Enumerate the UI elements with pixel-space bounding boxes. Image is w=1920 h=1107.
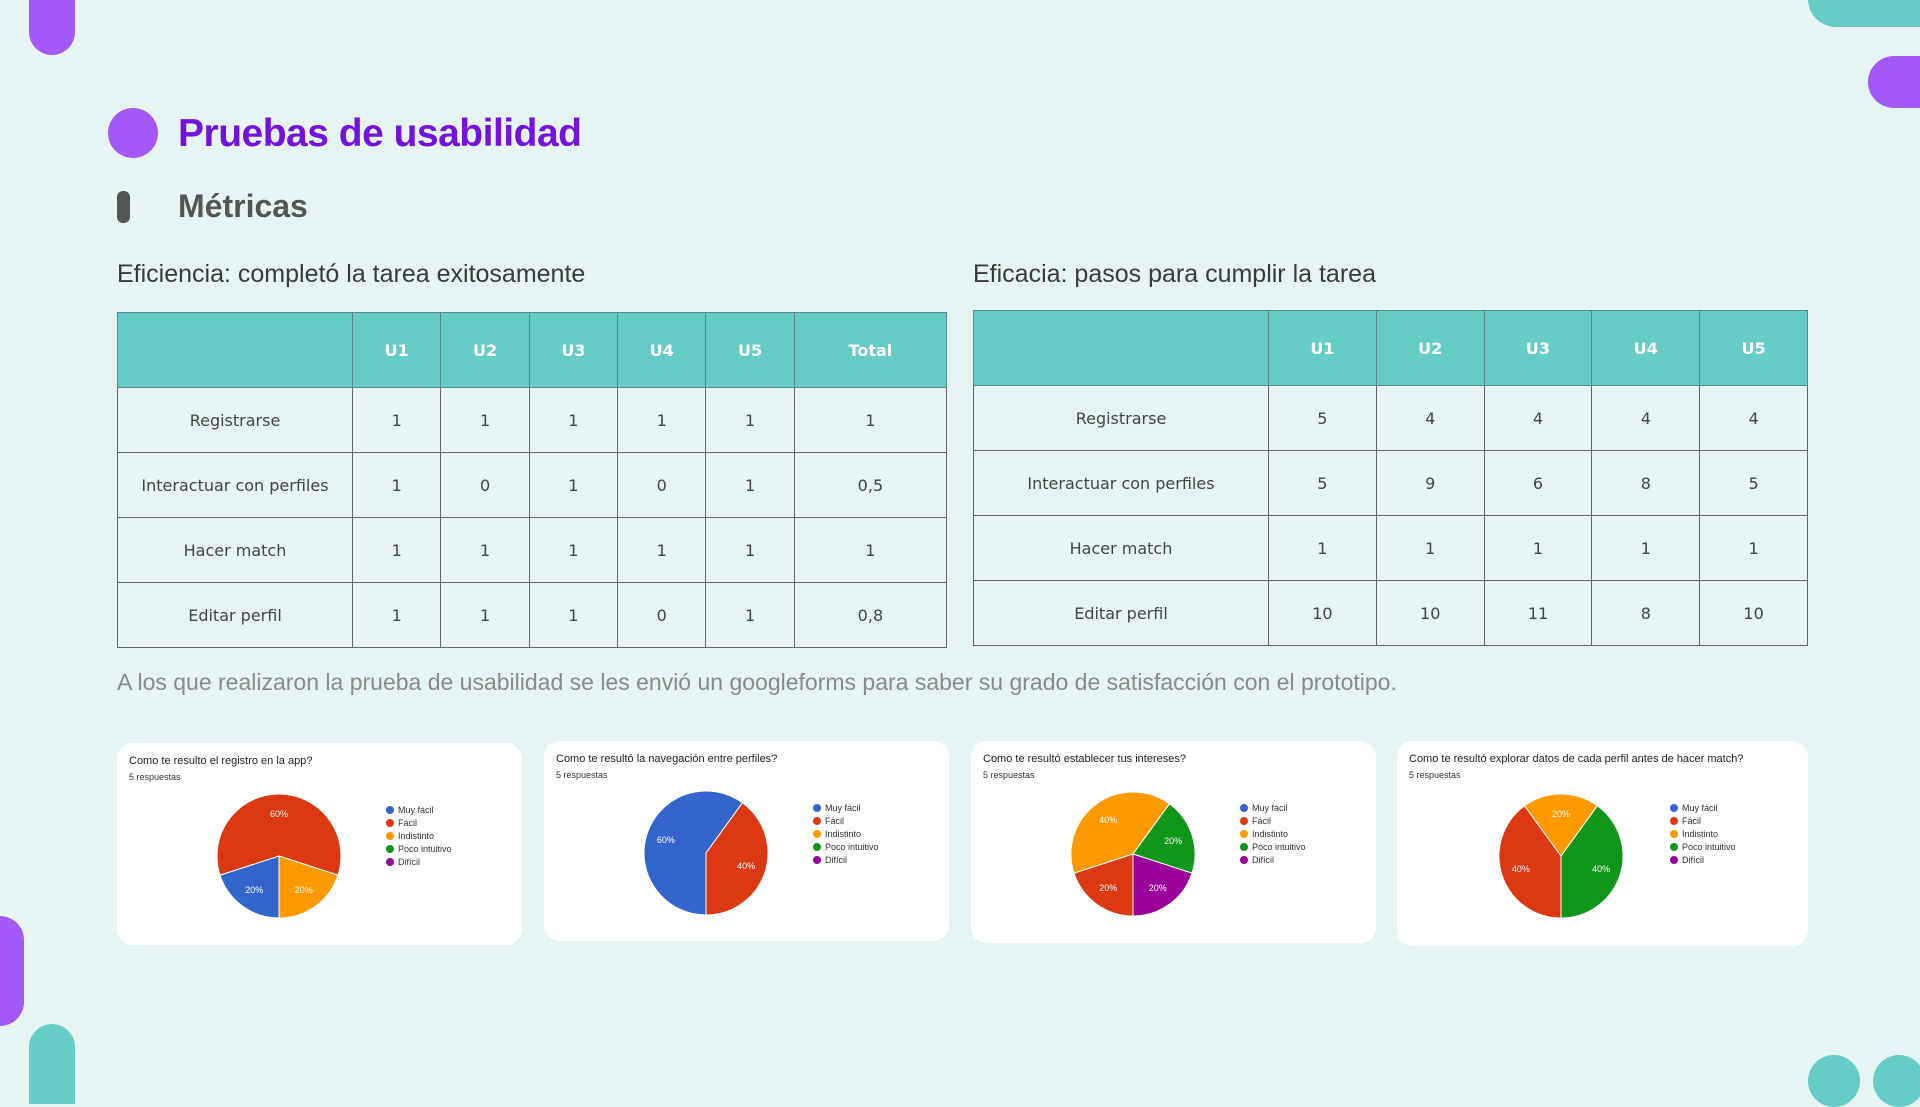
legend-item	[386, 855, 452, 868]
table-cell: 1	[353, 388, 441, 453]
decor-top-right-dot	[1868, 56, 1920, 108]
table-header-cell: Total	[794, 313, 946, 388]
legend-swatch-icon	[386, 832, 394, 840]
table-row	[118, 518, 947, 583]
table-header-cell	[118, 313, 353, 388]
legend-label: Fácil	[1682, 815, 1702, 826]
table-row	[118, 453, 947, 518]
pie-chart	[117, 743, 522, 945]
section-subtitle: Métricas	[178, 188, 308, 224]
pie-chart	[1397, 741, 1808, 946]
pie-slice-label: 40%	[737, 861, 756, 872]
legend-swatch-icon	[813, 804, 821, 812]
legend-item	[1240, 853, 1306, 866]
chart-legend	[1240, 801, 1306, 866]
table-cell: 1	[529, 388, 617, 453]
table-cell: 1	[618, 518, 706, 583]
table-cell: 1	[1269, 516, 1377, 581]
legend-swatch-icon	[1240, 843, 1248, 851]
legend-label: Poco intuitivo	[1682, 841, 1736, 852]
legend-label: Muy fácil	[1682, 802, 1718, 813]
pie-slice-label: 40%	[1511, 864, 1530, 875]
legend-item	[813, 840, 879, 853]
chart-response-count: 5 respuestas	[983, 770, 1035, 780]
efficiency-caption: Eficiencia: completó la tarea exitosamente	[117, 260, 586, 288]
legend-swatch-icon	[1670, 830, 1678, 838]
legend-item	[813, 827, 879, 840]
table-cell: 4	[1700, 386, 1808, 451]
chart-response-count: 5 respuestas	[129, 772, 181, 782]
table-row-label: Registrarse	[118, 388, 353, 453]
pie-slice-label: 20%	[294, 885, 313, 896]
table-cell: 1	[529, 518, 617, 583]
table-cell: 1	[1592, 516, 1700, 581]
legend-label: Fácil	[1252, 815, 1272, 826]
table-header-row	[974, 311, 1808, 386]
table-row	[118, 388, 947, 453]
table-cell: 0	[441, 453, 529, 518]
pie-slice-label: 40%	[1099, 814, 1118, 825]
table-cell: 1	[1484, 516, 1592, 581]
legend-item	[1240, 801, 1306, 814]
page-title: Pruebas de usabilidad	[178, 112, 582, 155]
legend-label: Poco intuitivo	[1252, 841, 1306, 852]
decor-bottom-left-purple	[0, 916, 24, 1026]
table-cell: 1	[618, 388, 706, 453]
chart-response-count: 5 respuestas	[1409, 770, 1461, 780]
table-row-label: Registrarse	[974, 386, 1269, 451]
legend-label: Indistinto	[1682, 828, 1719, 839]
table-header-cell: U4	[1592, 311, 1700, 386]
survey-chart-card	[117, 743, 522, 945]
legend-item	[1670, 853, 1736, 866]
legend-swatch-icon	[813, 856, 821, 864]
pie-slice-label: 20%	[1164, 835, 1183, 846]
legend-swatch-icon	[1670, 804, 1678, 812]
table-cell: 1	[706, 583, 794, 648]
legend-swatch-icon	[813, 843, 821, 851]
table-cell: 4	[1376, 386, 1484, 451]
legend-item	[1240, 840, 1306, 853]
table-cell: 1	[353, 453, 441, 518]
chart-question: Como te resultó establecer tus intereses?	[983, 753, 1186, 765]
chart-question: Como te resulto el registro en la app?	[129, 755, 313, 767]
table-cell: 1	[1700, 516, 1808, 581]
survey-chart-card	[971, 741, 1376, 943]
title-bullet-icon	[108, 108, 158, 158]
survey-chart-card	[544, 741, 949, 941]
table-cell: 8	[1592, 451, 1700, 516]
table-cell: 1	[1376, 516, 1484, 581]
table-header-cell: U1	[353, 313, 441, 388]
legend-swatch-icon	[1240, 856, 1248, 864]
legend-label: Indistinto	[398, 830, 435, 841]
pie-slice-label: 20%	[245, 885, 264, 896]
pie-slice-label: 60%	[656, 834, 675, 845]
legend-label: Muy fácil	[398, 804, 434, 815]
table-header-cell: U5	[706, 313, 794, 388]
table-row-label: Interactuar con perfiles	[118, 453, 353, 518]
table-cell: 8	[1592, 581, 1700, 646]
table-header-cell: U4	[618, 313, 706, 388]
legend-label: Fácil	[825, 815, 845, 826]
legend-label: Difícil	[398, 856, 420, 867]
table-row-label: Hacer match	[974, 516, 1269, 581]
decor-bottom-right-dot	[1873, 1055, 1920, 1107]
chart-legend	[1670, 801, 1736, 866]
chart-question: Como te resultó explorar datos de cada perfil antes de hacer match?	[1409, 753, 1744, 765]
table-cell: 6	[1484, 451, 1592, 516]
chart-legend	[386, 803, 452, 868]
table-header-cell: U1	[1269, 311, 1377, 386]
table-row-label: Editar perfil	[118, 583, 353, 648]
table-cell: 5	[1269, 386, 1377, 451]
table-cell: 5	[1700, 451, 1808, 516]
table-cell: 5	[1269, 451, 1377, 516]
legend-swatch-icon	[386, 819, 394, 827]
table-header-cell	[974, 311, 1269, 386]
table-header-row	[118, 313, 947, 388]
legend-swatch-icon	[386, 845, 394, 853]
table-row	[118, 583, 947, 648]
decor-top-right-bar	[1808, 0, 1920, 27]
pie-slice-label: 20%	[1551, 808, 1571, 819]
legend-label: Fácil	[398, 817, 418, 828]
legend-swatch-icon	[813, 817, 821, 825]
legend-item	[1240, 827, 1306, 840]
table-cell: 4	[1484, 386, 1592, 451]
legend-item	[1670, 840, 1736, 853]
legend-item	[386, 842, 452, 855]
table-cell: 9	[1376, 451, 1484, 516]
subtitle-bullet-icon	[117, 191, 130, 223]
legend-item	[386, 829, 452, 842]
table-row	[974, 451, 1808, 516]
table-cell: 1	[706, 518, 794, 583]
pie-slice-label: 60%	[269, 808, 289, 819]
table-row	[974, 386, 1808, 451]
chart-legend	[813, 801, 879, 866]
table-cell: 0,8	[794, 583, 946, 648]
table-header-cell: U3	[1484, 311, 1592, 386]
chart-response-count: 5 respuestas	[556, 770, 608, 780]
table-row-label: Hacer match	[118, 518, 353, 583]
table-cell: 1	[353, 583, 441, 648]
pie-slice-label: 20%	[1148, 883, 1167, 894]
table-header-cell: U2	[441, 313, 529, 388]
legend-swatch-icon	[813, 830, 821, 838]
table-header-cell: U5	[1700, 311, 1808, 386]
legend-label: Indistinto	[1252, 828, 1289, 839]
table-cell: 0,5	[794, 453, 946, 518]
legend-label: Indistinto	[825, 828, 862, 839]
legend-label: Difícil	[1252, 854, 1274, 865]
pie-chart	[971, 741, 1376, 943]
legend-label: Muy fácil	[1252, 802, 1288, 813]
table-cell: 1	[706, 453, 794, 518]
legend-swatch-icon	[1670, 817, 1678, 825]
table-cell: 1	[529, 583, 617, 648]
table-row	[974, 516, 1808, 581]
table-header-cell: U2	[1376, 311, 1484, 386]
table-cell: 1	[353, 518, 441, 583]
decor-bottom-left-teal	[29, 1024, 75, 1104]
survey-chart-card	[1397, 741, 1808, 946]
legend-item	[1670, 801, 1736, 814]
table-cell: 1	[441, 583, 529, 648]
decor-bottom-right-dot	[1808, 1055, 1860, 1107]
pie-slice-label: 40%	[1592, 864, 1611, 875]
table-header-cell: U3	[529, 313, 617, 388]
legend-swatch-icon	[386, 858, 394, 866]
table-row-label: Editar perfil	[974, 581, 1269, 646]
table-row-label: Interactuar con perfiles	[974, 451, 1269, 516]
legend-label: Difícil	[825, 854, 847, 865]
table-cell: 1	[441, 388, 529, 453]
table-cell: 1	[794, 388, 946, 453]
legend-swatch-icon	[1240, 817, 1248, 825]
legend-label: Difícil	[1682, 854, 1704, 865]
table-cell: 0	[618, 453, 706, 518]
legend-item	[813, 801, 879, 814]
legend-label: Poco intuitivo	[398, 843, 452, 854]
table-cell: 10	[1700, 581, 1808, 646]
table-row	[974, 581, 1808, 646]
decor-top-left-pill	[29, 0, 75, 55]
legend-item	[813, 853, 879, 866]
legend-label: Poco intuitivo	[825, 841, 879, 852]
legend-swatch-icon	[1240, 830, 1248, 838]
legend-item	[813, 814, 879, 827]
survey-note: A los que realizaron la prueba de usabilidad se les envió un googleforms para saber su grado de satisfacción con el prototipo.	[117, 669, 1397, 695]
legend-item	[1240, 814, 1306, 827]
efficiency-table	[117, 312, 947, 648]
table-cell: 1	[706, 388, 794, 453]
efficacy-table	[973, 310, 1808, 646]
table-cell: 10	[1376, 581, 1484, 646]
table-cell: 10	[1269, 581, 1377, 646]
table-cell: 1	[441, 518, 529, 583]
table-cell: 1	[529, 453, 617, 518]
legend-swatch-icon	[1670, 843, 1678, 851]
legend-item	[1670, 827, 1736, 840]
legend-swatch-icon	[1670, 856, 1678, 864]
efficacy-caption: Eficacia: pasos para cumplir la tarea	[973, 260, 1376, 288]
legend-item	[386, 816, 452, 829]
legend-item	[1670, 814, 1736, 827]
table-cell: 0	[618, 583, 706, 648]
table-cell: 11	[1484, 581, 1592, 646]
pie-chart	[544, 741, 949, 941]
legend-swatch-icon	[386, 806, 394, 814]
table-cell: 4	[1592, 386, 1700, 451]
legend-label: Muy fácil	[825, 802, 861, 813]
legend-swatch-icon	[1240, 804, 1248, 812]
pie-slice-label: 20%	[1099, 883, 1118, 894]
legend-item	[386, 803, 452, 816]
chart-question: Como te resultó la navegación entre perfiles?	[556, 753, 778, 765]
table-cell: 1	[794, 518, 946, 583]
